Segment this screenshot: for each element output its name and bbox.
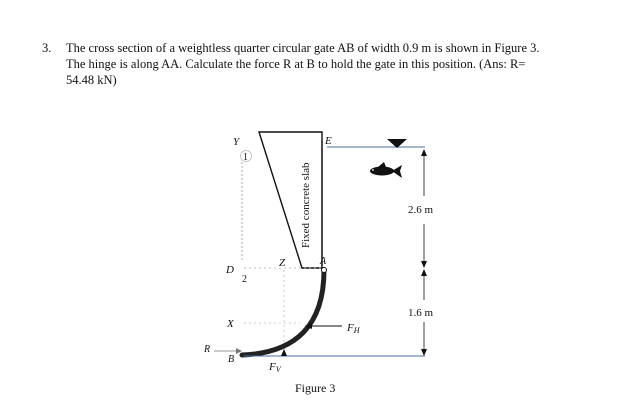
label-x: X: [227, 318, 234, 330]
question-line-1: The cross section of a weightless quarter circular gate AB of width 0.9 m is shown in Figure 3.: [66, 41, 540, 55]
label-e: E: [325, 135, 332, 147]
fish-icon: [370, 162, 402, 178]
dimension-upper-label: 2.6 m: [408, 204, 434, 216]
label-2: 2: [242, 274, 247, 285]
label-b: B: [228, 354, 235, 365]
label-a: A: [320, 256, 327, 267]
dimension-arrow-bottom: [421, 349, 427, 356]
question-line-2: The hinge is along AA. Calculate the force R at B to hold the gate in this position. (Ans: R=: [66, 57, 526, 71]
label-y: Y: [233, 136, 240, 148]
vertical-force-arrowhead: [281, 349, 287, 356]
slab-label: Fixed concrete slab: [300, 162, 312, 248]
label-d: D: [226, 264, 234, 276]
gate-ab: [242, 270, 324, 355]
dimension-arrow-mid-up: [421, 261, 427, 268]
vertical-force-label: FV: [269, 361, 281, 374]
label-1: 1: [243, 152, 248, 163]
label-z: Z: [279, 257, 286, 269]
dimension-arrow-mid-down: [421, 269, 427, 276]
dimension-arrow-top: [421, 149, 427, 156]
reaction-force-label: R: [204, 344, 211, 355]
hinge-a: [322, 268, 327, 273]
question-number: 3.: [42, 41, 52, 55]
horizontal-force-label: FH: [347, 322, 360, 335]
dimension-lower-label: 1.6 m: [408, 307, 434, 319]
figure-caption: Figure 3: [295, 381, 336, 395]
concrete-slab: [259, 132, 322, 268]
question-line-3: 54.48 kN): [66, 73, 117, 87]
